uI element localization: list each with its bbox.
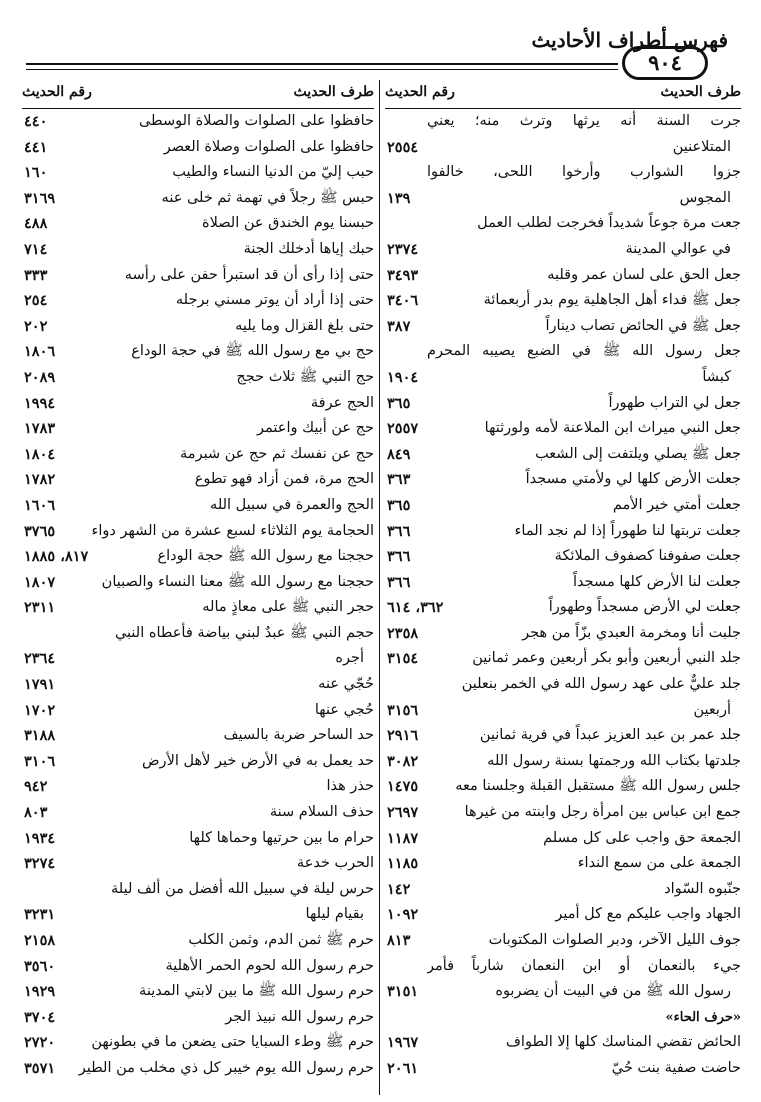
hadith-number: ٣٦٥ [387, 394, 411, 412]
index-entry [22, 826, 374, 852]
hadith-number: ٢٠٦١ [387, 1059, 419, 1077]
hadith-number: ١٧٠٢ [24, 701, 56, 719]
hadith-incipit: جلد عمر بن عبد العزيز عبداً في فرية ثمانين [479, 727, 741, 744]
index-entry [385, 826, 741, 852]
index-entry [385, 442, 741, 468]
hadith-number: ٢١٥٨ [24, 932, 56, 949]
hadith-number: ٣١٥٤ [387, 650, 419, 668]
hadith-number: ٣٦٢، ٦١٤ [387, 599, 444, 617]
hadith-number: ٢٣١١ [24, 599, 56, 617]
hadith-incipit: جعت مرة جوعاً شديداً فخرجت لطلب العمل [477, 215, 741, 232]
hadith-incipit: حرم ﷺ وطء السبايا حتى يضعن ما في بطونهن [91, 1034, 374, 1051]
hadith-incipit: حذر هذا [326, 778, 374, 795]
index-entry [385, 109, 741, 135]
hadith-incipit: حج بي مع رسول الله ﷺ في حجة الوداع [131, 343, 374, 360]
hadith-number: ٣١٥٦ [387, 701, 419, 719]
running-header-title: فهرس أطراف الأحاديث [531, 28, 728, 52]
hadith-incipit: أجره [335, 650, 364, 667]
index-entry [22, 339, 374, 365]
index-entry [22, 314, 374, 340]
hadith-number: ٢٩١٦ [387, 727, 419, 745]
hadith-incipit: حتى إذا أراد أن يوتر مسني برجله [175, 292, 374, 309]
hadith-incipit: حججنا مع رسول الله ﷺ معنا النساء والصبيان [101, 573, 374, 590]
index-entry [22, 288, 374, 314]
hadith-incipit: جعل رسول الله ﷺ في الضبع يصيبه المحرم [427, 343, 741, 360]
index-entry [385, 902, 741, 928]
index-entry [22, 186, 374, 212]
hadith-number: ٣٦٥ [387, 496, 411, 514]
index-entry [22, 467, 374, 493]
hadith-number [22, 877, 64, 903]
hadith-number: ١٩٦٧ [387, 1034, 419, 1052]
index-entry [385, 723, 741, 749]
hadith-incipit: حُجّي عنه [318, 676, 374, 693]
hadith-incipit: حرم رسول الله يوم خيبر كل ذي مخلب من الطير [78, 1059, 374, 1076]
column-header-number: رقم الحديث [22, 84, 92, 100]
hadith-number: ٨٠٣ [24, 804, 48, 822]
index-entry [22, 416, 374, 442]
column-divider [379, 80, 380, 1095]
index-entry [22, 1030, 374, 1056]
index-entry [385, 544, 741, 570]
index-entry [22, 263, 374, 289]
hadith-number: ٣٨٧ [387, 317, 411, 335]
hadith-incipit: جعل ﷺ في الحائض تصاب ديناراً [545, 317, 741, 334]
hadith-number: ١٩٩٤ [24, 394, 56, 412]
hadith-incipit: جعل ﷺ فداء أهل الجاهلية يوم بدر أربعمائة [483, 292, 741, 309]
index-entry [22, 646, 374, 672]
hadith-incipit: كبشاً [702, 368, 731, 385]
hadith-number: ١١٨٥ [387, 855, 419, 873]
hadith-number: ٣٦٦ [387, 548, 411, 566]
hadith-incipit: حرم رسول الله ﷺ ما بين لابتي المدينة [139, 983, 374, 1000]
hadith-number: ٨٤٩ [387, 445, 411, 463]
index-entry [385, 621, 741, 647]
hadith-number: ٣٦٦ [387, 573, 411, 591]
hadith-number: ٣٢٣١ [24, 906, 56, 924]
hadith-number: ٣٧٦٥ [24, 522, 56, 540]
hadith-number [385, 339, 427, 365]
index-entry [22, 570, 374, 596]
hadith-incipit: حججنا مع رسول الله ﷺ حجة الوداع [157, 548, 374, 565]
hadith-incipit: الجمعة حق واجب على كل مسلم [543, 829, 741, 846]
index-entry [385, 1030, 741, 1056]
hadith-number: ٤٤٠ [24, 113, 48, 130]
hadith-incipit: حج النبي ﷺ ثلاث حجج [236, 368, 374, 385]
hadith-incipit: المتلاعنين [672, 138, 731, 155]
hadith-number: ٢٠٨٩ [24, 368, 56, 386]
hadith-incipit: جزوا الشوارب وأرخوا اللحى، خالفوا [427, 164, 741, 181]
hadith-number: ١٤٢ [387, 880, 411, 898]
hadith-incipit: حرام ما بين حرتيها وحماها كلها [189, 829, 374, 846]
index-entry [22, 1005, 374, 1031]
hadith-number: ١٩٣٤ [24, 829, 56, 847]
hadith-number: ٢٥٤ [24, 292, 48, 310]
index-entry [22, 621, 374, 647]
index-rows [22, 109, 374, 1082]
hadith-incipit: رسول الله ﷺ من في البيت أن يضربوه [495, 983, 731, 1000]
hadith-incipit: الحج عرفة [310, 394, 374, 411]
hadith-incipit: حبب إليّ من الدنيا النساء والطيب [172, 164, 374, 181]
index-entry [385, 391, 741, 417]
hadith-incipit: حافظوا على الصلوات وصلاة العصر [163, 138, 374, 155]
index-entry [385, 877, 741, 903]
index-entry [385, 646, 741, 672]
hadith-number: ٩٤٢ [24, 778, 48, 796]
index-entry [22, 902, 374, 928]
hadith-incipit: الحجامة يوم الثلاثاء لسبع عشرة من الشهر دواء [91, 522, 374, 539]
index-entry [22, 851, 374, 877]
hadith-incipit: حتى بلغ القزال وما يليه [235, 317, 374, 334]
hadith-incipit: جعل النبي ميراث ابن الملاعنة لأمه ولورثتها [484, 420, 741, 437]
hadith-number: ٧١٤ [24, 240, 48, 258]
hadith-number: ١٨٠٧ [24, 573, 56, 591]
column-header-text: طرف الحديث [293, 84, 374, 100]
index-entry [22, 672, 374, 698]
hadith-number: ٣٦٦ [387, 522, 411, 540]
hadith-incipit: أربعين [693, 701, 731, 718]
index-entry [385, 263, 741, 289]
hadith-incipit: حد الساحر ضربة بالسيف [223, 727, 374, 744]
index-entry [22, 954, 374, 980]
hadith-number: ٢٧٢٠ [24, 1034, 56, 1052]
hadith-incipit: حتى إذا رأى أن قد استبرأ حفن على رأسه [124, 266, 374, 283]
hadith-incipit: الحائض تقضي المناسك كلها إلا الطواف [505, 1034, 741, 1051]
hadith-incipit: حرس ليلة في سبيل الله أفضل من ألف ليلة [111, 880, 374, 897]
hadith-incipit: حرم ﷺ ثمن الدم، وثمن الكلب [188, 932, 374, 948]
index-entry [385, 519, 741, 545]
hadith-incipit: حاضت صفية بنت حُيّ [611, 1059, 741, 1076]
hadith-number: ٣٥٧١ [24, 1059, 56, 1077]
hadith-incipit: حجر النبي ﷺ على معاذٍ ماله [202, 599, 374, 616]
hadith-incipit: جلبت أنا ومخرمة العبدي بزّاً من هجر [522, 624, 741, 641]
page-number: ٩٠٤ [622, 46, 708, 80]
index-entry [22, 442, 374, 468]
hadith-incipit: «حرف الحاء» [665, 1009, 741, 1025]
hadith-number: ٢٥٥٤ [387, 138, 419, 156]
header-rule-thin [26, 69, 618, 70]
hadith-number: ١٧٨٣ [24, 420, 56, 438]
hadith-incipit: جعلت لي الأرض مسجداً وطهوراً [548, 599, 741, 616]
hadith-incipit: جنّبوه السّواد [664, 880, 741, 897]
index-entry [385, 749, 741, 775]
hadith-number: ١٣٩ [387, 189, 411, 207]
hadith-number: ٢٣٥٨ [387, 624, 419, 642]
index-entry [385, 928, 741, 954]
index-entry [22, 595, 374, 621]
index-entry [385, 800, 741, 826]
hadith-incipit: جوف الليل الآخر، ودبر الصلوات المكتوبات [488, 932, 741, 948]
hadith-number [385, 954, 427, 980]
hadith-number: ٢٠٢ [24, 317, 48, 335]
hadith-number: ٨١٧، ١٨٨٥ [24, 548, 89, 566]
index-entry [22, 749, 374, 775]
hadith-incipit: حذف السلام سنة [269, 804, 374, 821]
hadith-number: ٣١٦٩ [24, 189, 56, 207]
hadith-incipit: الحج مرة، فمن أزاد فهو تطوع [194, 471, 374, 488]
hadith-incipit: جعل ﷺ يصلي ويلتفت إلى الشعب [535, 445, 741, 462]
index-entry [22, 877, 374, 903]
hadith-incipit: الحج والعمرة في سبيل الله [210, 496, 374, 513]
hadith-incipit: حبسنا يوم الخندق عن الصلاة [201, 215, 374, 232]
hadith-number: ٣٥٦٠ [24, 957, 56, 975]
hadith-incipit: حُجي عنها [314, 701, 374, 718]
index-entry [385, 135, 741, 161]
hadith-incipit: جلد عليٌّ على عهد رسول الله في الخمر بنعلين [461, 676, 741, 693]
index-column-left [22, 78, 374, 1082]
index-entry [385, 288, 741, 314]
hadith-incipit: جلدتها بكتاب الله ورجمتها بسنة رسول الله [487, 752, 741, 769]
hadith-incipit: جلس رسول الله ﷺ مستقبل القبلة وجلسنا معه [455, 778, 741, 795]
hadith-number: ١٧٨٢ [24, 471, 56, 489]
hadith-incipit: الجهاد واجب عليكم مع كل أمير [555, 906, 741, 923]
column-header [385, 78, 741, 106]
index-rows [385, 109, 741, 1082]
index-entry [385, 160, 741, 186]
hadith-incipit: حرم رسول الله نبيذ الجر [225, 1008, 374, 1025]
hadith-incipit: جعلت الأرض كلها لي ولأمتي مسجداً [525, 471, 741, 488]
hadith-incipit: في عوالي المدينة [625, 240, 731, 257]
section-heading [385, 1005, 741, 1031]
index-entry [385, 570, 741, 596]
hadith-number: ١٦٠٦ [24, 496, 56, 514]
hadith-number: ٢٣٦٤ [24, 650, 56, 668]
header-rule-thick [26, 63, 618, 65]
index-entry [22, 1056, 374, 1082]
index-entry [22, 160, 374, 186]
hadith-incipit: جمع ابن عباس بين امرأة رجل وابنته من غيرها [464, 804, 741, 821]
hadith-number: ٣٦٣ [387, 471, 411, 489]
hadith-number: ١٠٩٢ [387, 906, 419, 924]
hadith-incipit: جعل الحق على لسان عمر وقلبه [547, 266, 741, 283]
index-entry [22, 109, 374, 135]
hadith-number: ٣١٥١ [387, 983, 419, 1001]
index-entry [22, 800, 374, 826]
index-entry [22, 493, 374, 519]
index-entry [22, 519, 374, 545]
hadith-incipit: جرت السنة أنه يرثها وترث منه؛ يعني [427, 113, 741, 129]
index-entry [22, 698, 374, 724]
hadith-number: ٣١٨٨ [24, 727, 56, 745]
index-entry [385, 774, 741, 800]
hadith-incipit: حد يعمل به في الأرض خير لأهل الأرض [142, 752, 374, 769]
hadith-number [385, 160, 427, 186]
hadith-number: ١٨٠٦ [24, 343, 56, 361]
hadith-number: ٢٣٧٤ [387, 240, 419, 258]
index-entry [385, 339, 741, 365]
hadith-number: ٣٤٩٣ [387, 266, 419, 284]
index-entry [22, 365, 374, 391]
hadith-number: ٤٤١ [24, 138, 48, 156]
index-entry [385, 186, 741, 212]
index-entry [385, 416, 741, 442]
hadith-number: ١٤٧٥ [387, 778, 419, 796]
index-entry [385, 493, 741, 519]
index-entry [22, 237, 374, 263]
hadith-incipit: حرم رسول الله لحوم الحمر الأهلية [165, 957, 374, 974]
index-entry [22, 211, 374, 237]
hadith-number [385, 211, 427, 237]
index-entry [385, 672, 741, 698]
hadith-incipit: جيء بالنعمان أو ابن النعمان شارباً فأمر [427, 957, 741, 974]
index-entry [385, 1056, 741, 1082]
hadith-incipit: جعلت أمتي خير الأمم [612, 496, 741, 513]
hadith-incipit: جعلت لنا الأرض كلها مسجداً [573, 573, 741, 590]
hadith-incipit: حافظوا على الصلوات والصلاة الوسطى [138, 113, 374, 129]
hadith-number: ١١٨٧ [387, 829, 419, 847]
index-entry [22, 979, 374, 1005]
column-header-text: طرف الحديث [660, 84, 741, 100]
index-column-right [385, 78, 741, 1082]
index-entry [22, 391, 374, 417]
hadith-number: ٨١٣ [387, 932, 411, 949]
hadith-number: ١٩٠٤ [387, 368, 419, 386]
hadith-number: ٣٣٣ [24, 266, 48, 284]
hadith-number [385, 672, 427, 698]
hadith-incipit: جعل لي التراب طهوراً [608, 394, 741, 411]
index-entry [385, 979, 741, 1005]
hadith-number: ١٨٠٤ [24, 445, 56, 463]
index-entry [385, 237, 741, 263]
hadith-number: ٢٦٩٧ [387, 804, 419, 822]
hadith-number [385, 109, 427, 135]
hadith-number: ٣٧٠٤ [24, 1008, 56, 1026]
hadith-number: ٣٢٧٤ [24, 855, 56, 873]
index-entry [22, 928, 374, 954]
hadith-incipit: حبس ﷺ رجلاً في تهمة ثم خلى عنه [161, 189, 374, 206]
index-entry [385, 365, 741, 391]
hadith-incipit: جلد النبي أربعين وأبو بكر أربعين وعمر ثمانين [472, 650, 741, 667]
hadith-incipit: بقيام ليلها [305, 906, 364, 923]
hadith-incipit: الحرب خدعة [296, 855, 374, 872]
index-entry [385, 211, 741, 237]
hadith-number: ١٧٩١ [24, 676, 56, 694]
index-entry [385, 314, 741, 340]
hadith-incipit: حج عن نفسك ثم حج عن شبرمة [180, 445, 374, 462]
index-entry [385, 954, 741, 980]
hadith-incipit: حجم النبي ﷺ عبدٌ لبني بياضة فأعطاه النبي [114, 624, 374, 641]
index-entry [385, 851, 741, 877]
hadith-number: ٤٨٨ [24, 215, 48, 233]
hadith-number: ٣١٠٦ [24, 752, 56, 770]
hadith-incipit: الجمعة على من سمع النداء [577, 855, 741, 872]
index-entry [22, 544, 374, 570]
hadith-number: ١٩٢٩ [24, 983, 56, 1001]
hadith-incipit: جعلت صفوفنا كصفوف الملائكة [554, 548, 741, 565]
hadith-number: ٣٠٨٢ [387, 752, 419, 770]
column-header [22, 78, 374, 106]
index-entry [22, 135, 374, 161]
hadith-incipit: حبك إياها أدخلك الجنة [243, 240, 374, 257]
hadith-number: ٢٥٥٧ [387, 420, 419, 438]
hadith-number [22, 621, 64, 647]
hadith-number: ٣٤٠٦ [387, 292, 419, 310]
hadith-incipit: جعلت تربتها لنا طهوراً إذا لم نجد الماء [514, 522, 741, 539]
hadith-incipit: المجوس [679, 189, 731, 206]
index-entry [22, 723, 374, 749]
hadith-number: ١٦٠ [24, 164, 48, 182]
index-entry [22, 774, 374, 800]
index-entry [385, 595, 741, 621]
column-header-number: رقم الحديث [385, 84, 455, 100]
index-entry [385, 698, 741, 724]
index-entry [385, 467, 741, 493]
hadith-incipit: حج عن أبيك واعتمر [257, 420, 374, 437]
